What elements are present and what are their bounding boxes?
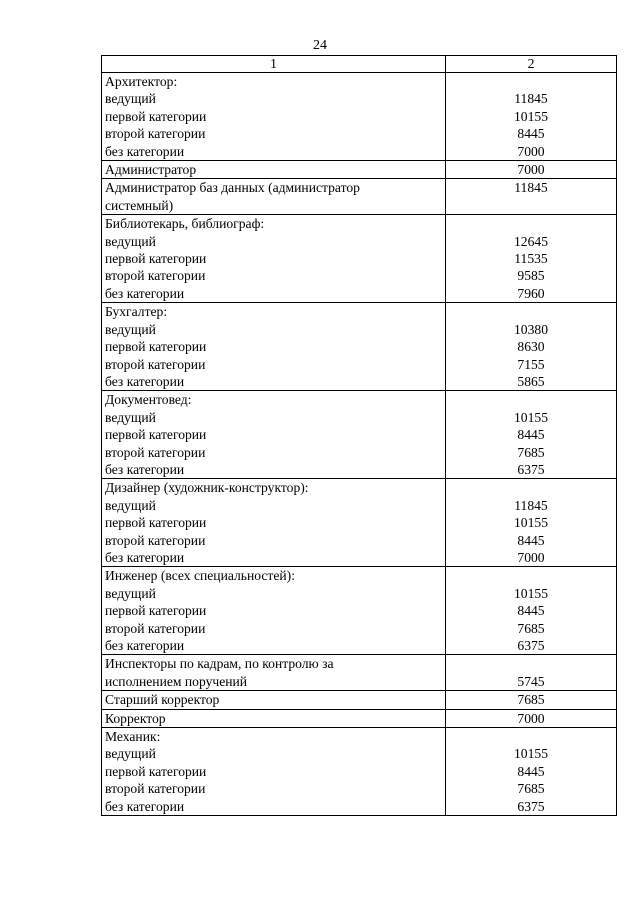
position-title: Бухгалтер:	[105, 304, 168, 320]
salary-value: 6375	[517, 461, 545, 477]
salary-value	[446, 73, 616, 90]
page-number: 24	[313, 38, 327, 53]
salary-value: 8445	[517, 427, 545, 443]
salary-cell	[446, 728, 617, 816]
salary-value: 12645	[514, 233, 548, 249]
position-subline: первой категории	[105, 108, 207, 124]
salary-value: 7685	[517, 444, 545, 460]
salary-value: 7685	[517, 692, 545, 708]
position-subline: ведущий	[105, 746, 156, 762]
position-subline: второй категории	[105, 532, 206, 548]
salary-value: 7000	[517, 549, 545, 565]
position-subline: второй категории	[105, 268, 206, 284]
position-subline: ведущий	[105, 321, 156, 337]
salary-value	[446, 215, 616, 232]
position-subline: первой категории	[105, 251, 207, 267]
salary-cell	[446, 709, 617, 727]
position-subline: системный)	[105, 197, 174, 213]
position-subline: первой категории	[105, 427, 207, 443]
salary-value	[446, 728, 616, 745]
salary-value: 7000	[517, 143, 545, 159]
position-subline: без категории	[105, 285, 185, 301]
salary-value: 8445	[517, 763, 545, 779]
position-subline: без категории	[105, 373, 185, 389]
table-row	[102, 161, 617, 179]
salary-cell	[446, 691, 617, 709]
position-subline: первой категории	[105, 339, 207, 355]
position-subline: ведущий	[105, 91, 156, 107]
position-cell	[102, 567, 446, 655]
table-row	[102, 709, 617, 727]
salary-value	[446, 391, 616, 408]
salary-table	[101, 55, 617, 816]
salary-value	[446, 479, 616, 496]
position-subline: ведущий	[105, 409, 156, 425]
salary-value	[446, 655, 616, 672]
salary-value: 7000	[517, 710, 545, 726]
salary-value: 5865	[517, 373, 545, 389]
salary-value: 10155	[514, 585, 548, 601]
position-title: Старший корректор	[105, 692, 220, 708]
salary-value: 7155	[517, 356, 545, 372]
position-title: Корректор	[105, 710, 166, 726]
salary-value	[446, 567, 616, 584]
position-cell	[102, 709, 446, 727]
position-cell	[102, 655, 446, 691]
salary-value	[446, 197, 616, 214]
salary-cell	[446, 479, 617, 567]
salary-value: 10380	[514, 321, 548, 337]
position-subline: ведущий	[105, 497, 156, 513]
position-subline: первой категории	[105, 603, 207, 619]
salary-value: 10155	[514, 108, 548, 124]
position-subline: первой категории	[105, 515, 207, 531]
table-row	[102, 391, 617, 479]
table-row	[102, 73, 617, 161]
position-title: Библиотекарь, библиограф:	[105, 216, 265, 232]
position-subline: второй категории	[105, 126, 206, 142]
position-title: Механик:	[105, 729, 161, 745]
position-cell	[102, 391, 446, 479]
position-cell	[102, 161, 446, 179]
position-subline: без категории	[105, 461, 185, 477]
position-subline: второй категории	[105, 356, 206, 372]
position-cell	[102, 215, 446, 303]
position-cell	[102, 303, 446, 391]
position-subline: ведущий	[105, 585, 156, 601]
salary-value: 10155	[514, 409, 548, 425]
position-subline: второй категории	[105, 781, 206, 797]
position-subline: без категории	[105, 143, 185, 159]
salary-value: 7685	[517, 620, 545, 636]
position-subline: первой категории	[105, 763, 207, 779]
salary-value: 8445	[517, 532, 545, 548]
position-subline: без категории	[105, 798, 185, 814]
table-row	[102, 303, 617, 391]
position-cell	[102, 479, 446, 567]
salary-value: 11845	[514, 497, 548, 513]
salary-cell	[446, 179, 617, 215]
position-subline: исполнением поручений	[105, 673, 248, 689]
salary-value: 10155	[514, 746, 548, 762]
table-row	[102, 728, 617, 816]
salary-value: 11845	[514, 91, 548, 107]
position-subline: без категории	[105, 638, 185, 653]
header-row	[102, 56, 617, 73]
position-title: Архитектор:	[105, 74, 178, 89]
table-row	[102, 567, 617, 655]
salary-value: 7960	[517, 285, 545, 301]
position-subline: второй категории	[105, 620, 206, 636]
position-cell	[102, 691, 446, 709]
table-body	[102, 73, 617, 816]
salary-cell	[446, 303, 617, 391]
position-title: Инспекторы по кадрам, по контролю за	[105, 656, 334, 672]
salary-value: 6375	[517, 798, 545, 814]
table-row	[102, 655, 617, 691]
position-title: Администратор	[105, 162, 197, 178]
salary-value: 8630	[517, 339, 545, 355]
salary-value: 7685	[517, 781, 545, 797]
salary-value: 11535	[514, 251, 548, 267]
table-row	[102, 691, 617, 709]
table-row	[102, 215, 617, 303]
position-subline: без категории	[105, 549, 185, 565]
salary-value: 6375	[517, 638, 545, 653]
salary-value	[446, 303, 616, 320]
salary-value: 10155	[514, 515, 548, 531]
column-header-salary: 2	[446, 56, 617, 73]
position-title: Документовед:	[105, 392, 192, 408]
position-subline: второй категории	[105, 444, 206, 460]
position-title: Инженер (всех специальностей):	[105, 568, 295, 584]
position-cell	[102, 179, 446, 215]
salary-value: 8445	[517, 126, 545, 142]
column-header-position: 1	[102, 56, 446, 73]
position-subline: ведущий	[105, 233, 156, 249]
salary-cell	[446, 73, 617, 161]
salary-value: 9585	[517, 268, 545, 284]
salary-cell	[446, 567, 617, 655]
salary-value: 8445	[517, 603, 545, 619]
salary-cell	[446, 391, 617, 479]
salary-cell	[446, 215, 617, 303]
salary-value: 5745	[517, 673, 545, 689]
table-row	[102, 479, 617, 567]
table-row	[102, 179, 617, 215]
position-title: Дизайнер (художник-конструктор):	[105, 480, 309, 496]
salary-value: 11845	[514, 180, 548, 196]
salary-cell	[446, 655, 617, 691]
position-cell	[102, 73, 446, 161]
salary-value: 7000	[517, 162, 545, 178]
salary-cell	[446, 161, 617, 179]
position-title: Администратор баз данных (администратор	[105, 180, 360, 196]
position-cell	[102, 728, 446, 816]
